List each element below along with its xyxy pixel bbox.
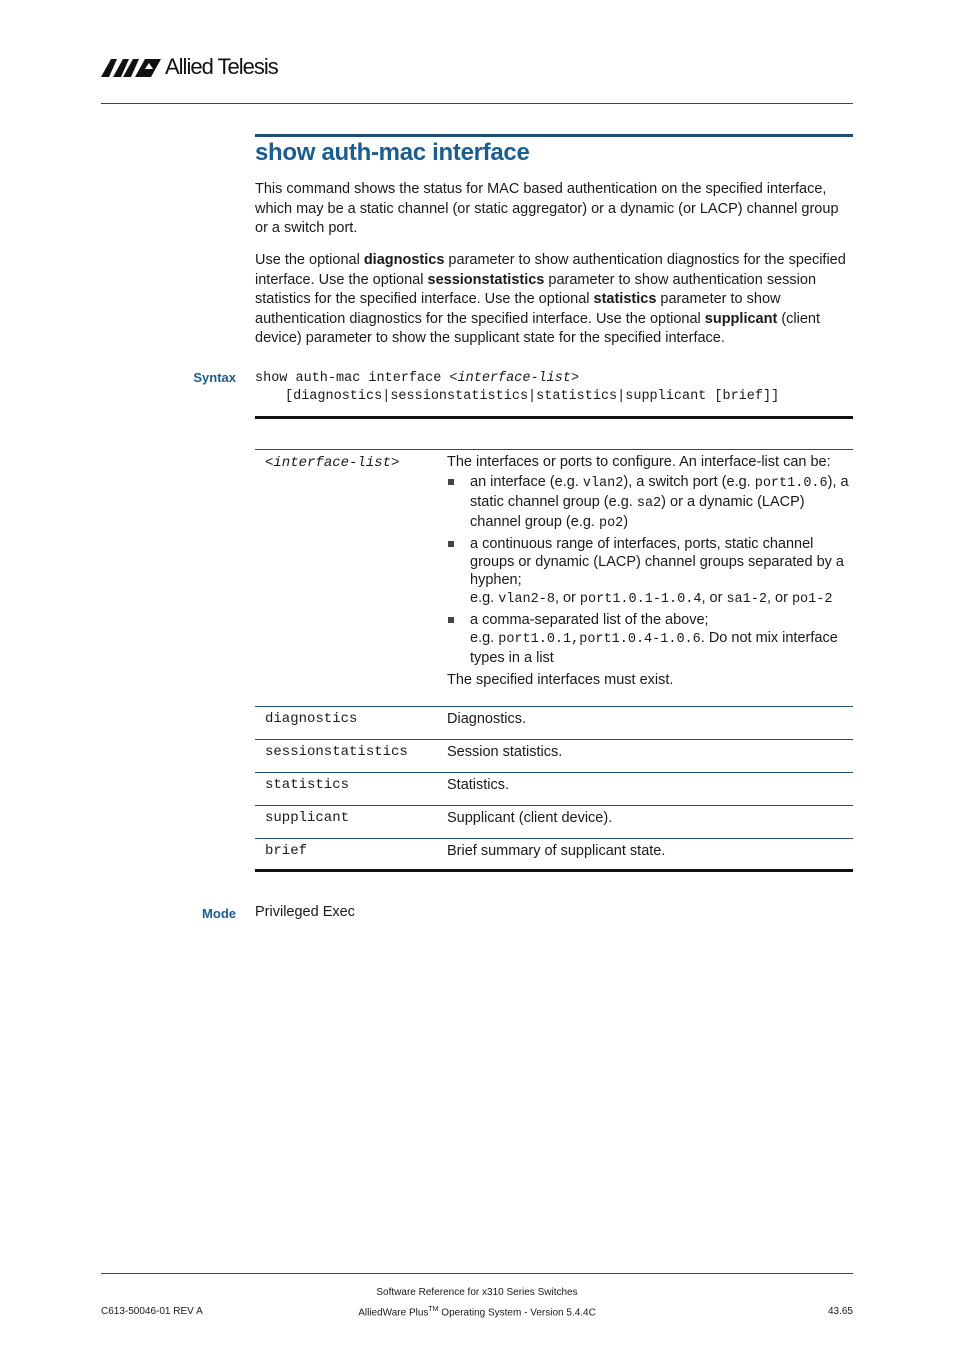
text-run: ) or a dynamic (LACP) channel group (e.g. (470, 494, 805, 530)
table-row-rule (255, 739, 853, 740)
bullet-item (447, 473, 849, 533)
param-diagnostics: diagnostics (265, 711, 358, 727)
text-run: an interface (e.g. (470, 474, 583, 490)
table-row-rule (255, 772, 853, 773)
text-run: ) (623, 514, 629, 530)
table-row-rule (255, 838, 853, 839)
logo-mark-icon (101, 57, 163, 77)
text-run: a comma-separated list of the above; (470, 612, 709, 628)
syntax-suffix: > (570, 371, 580, 386)
desc-sessionstatistics: Session statistics. (447, 744, 563, 760)
text-run: parameter to show authentication session statistics for the specified interface. Use the optional (255, 271, 817, 307)
interface-list-bullets (447, 473, 849, 667)
footer-os-name: AlliedWare Plus (358, 1307, 429, 1319)
interface-list-description (447, 453, 849, 689)
header-divider (101, 103, 853, 104)
interface-list-lead: The interfaces or ports to configure. An interface-list can be: (447, 454, 831, 470)
keyword: statistics (593, 291, 657, 307)
text-run: e.g. (470, 630, 499, 646)
code-example: sa1-2 (726, 592, 767, 607)
param-interface-list (265, 455, 399, 471)
keyword: sessionstatistics (427, 271, 545, 288)
text-run: parameter to show authentication diagnostics for the specified interface. Use the optional (255, 252, 846, 288)
text-run: (client device) parameter to show the supplicant state for the specified interface. (255, 310, 821, 346)
code-example: port1.0.1-1.0.4 (579, 592, 702, 607)
footer-os-suffix: Operating System - Version 5.4.4C (438, 1307, 596, 1319)
keyword: supplicant (704, 310, 778, 327)
text-run: Use the optional (255, 252, 364, 268)
table-top-rule (255, 416, 853, 419)
interface-list-trailer: The specified interfaces must exist. (447, 672, 674, 688)
param-brief: brief (265, 843, 308, 859)
code-example: port1.0.1,port1.0.4-1.0.6 (498, 632, 701, 647)
text-run: a continuous range of interfaces, ports, static channel groups or dynamic (LACP) channel groups separated by a hyphen; (470, 536, 844, 588)
desc-statistics: Statistics. (447, 777, 510, 793)
allied-telesis-logo (101, 50, 301, 84)
table-header-rule (255, 449, 853, 450)
text-run: parameter to show authentication diagnostics for the specified interface. Use the optional (255, 291, 781, 327)
syntax-prefix: show auth-mac interface < (255, 371, 458, 386)
usage-paragraph (255, 251, 853, 349)
table-row-rule (255, 805, 853, 806)
text-run: , or (701, 590, 727, 606)
footer-divider (101, 1273, 853, 1274)
keyword: diagnostics (363, 252, 445, 268)
syntax-var: interface-list (457, 371, 571, 386)
code-example: po2 (598, 516, 624, 531)
desc-brief: Brief summary of supplicant state. (447, 843, 666, 859)
footer-title: Software Reference for x310 Series Switches (376, 1287, 578, 1298)
brand-name: Allied Telesis (165, 54, 278, 79)
intro-paragraph: This command shows the status for MAC based authentication on the specified interface, which may be a static channel (or static aggregator) or a dynamic (or LACP) channel group or a switch port. (255, 181, 839, 236)
code-example: vlan2 (582, 476, 624, 491)
text-run: ), a switch port (e.g. (623, 474, 755, 490)
param-var: interface-list (273, 455, 392, 471)
footer-page-number: 43.65 (827, 1306, 853, 1317)
text-run: ), a static channel group (e.g. (470, 474, 849, 510)
param-bracket-open: < (265, 455, 274, 471)
desc-diagnostics: Diagnostics. (447, 711, 526, 727)
footer-trademark: TM (428, 1306, 439, 1313)
syntax-options: [diagnostics|sessionstatistics|statistics|supplicant [brief]] (285, 389, 780, 404)
text-run: , or (554, 590, 580, 606)
title-rule (255, 134, 853, 137)
footer-doc-id: C613-50046-01 REV A (101, 1306, 203, 1317)
code-example: port1.0.6 (754, 476, 828, 491)
desc-supplicant: Supplicant (client device). (447, 810, 613, 826)
code-example: vlan2-8 (498, 592, 555, 607)
syntax-label: Syntax (193, 370, 236, 385)
syntax-code (255, 370, 779, 406)
text-run: , or (766, 590, 792, 606)
table-row-rule (255, 706, 853, 707)
mode-label: Mode (202, 906, 236, 921)
table-bottom-rule (255, 869, 853, 872)
text-run: e.g. (470, 590, 499, 606)
bullet-item (447, 611, 849, 667)
text-run: . Do not mix interface types in a list (470, 630, 838, 666)
code-example: sa2 (636, 496, 662, 511)
param-statistics: statistics (265, 777, 350, 793)
param-bracket-close: > (391, 455, 400, 471)
param-sessionstatistics: sessionstatistics (265, 744, 408, 760)
command-title: show auth-mac interface (255, 139, 530, 166)
bullet-item (447, 535, 849, 609)
code-example: po1-2 (791, 592, 833, 607)
param-supplicant: supplicant (265, 810, 350, 826)
mode-value: Privileged Exec (255, 904, 355, 920)
